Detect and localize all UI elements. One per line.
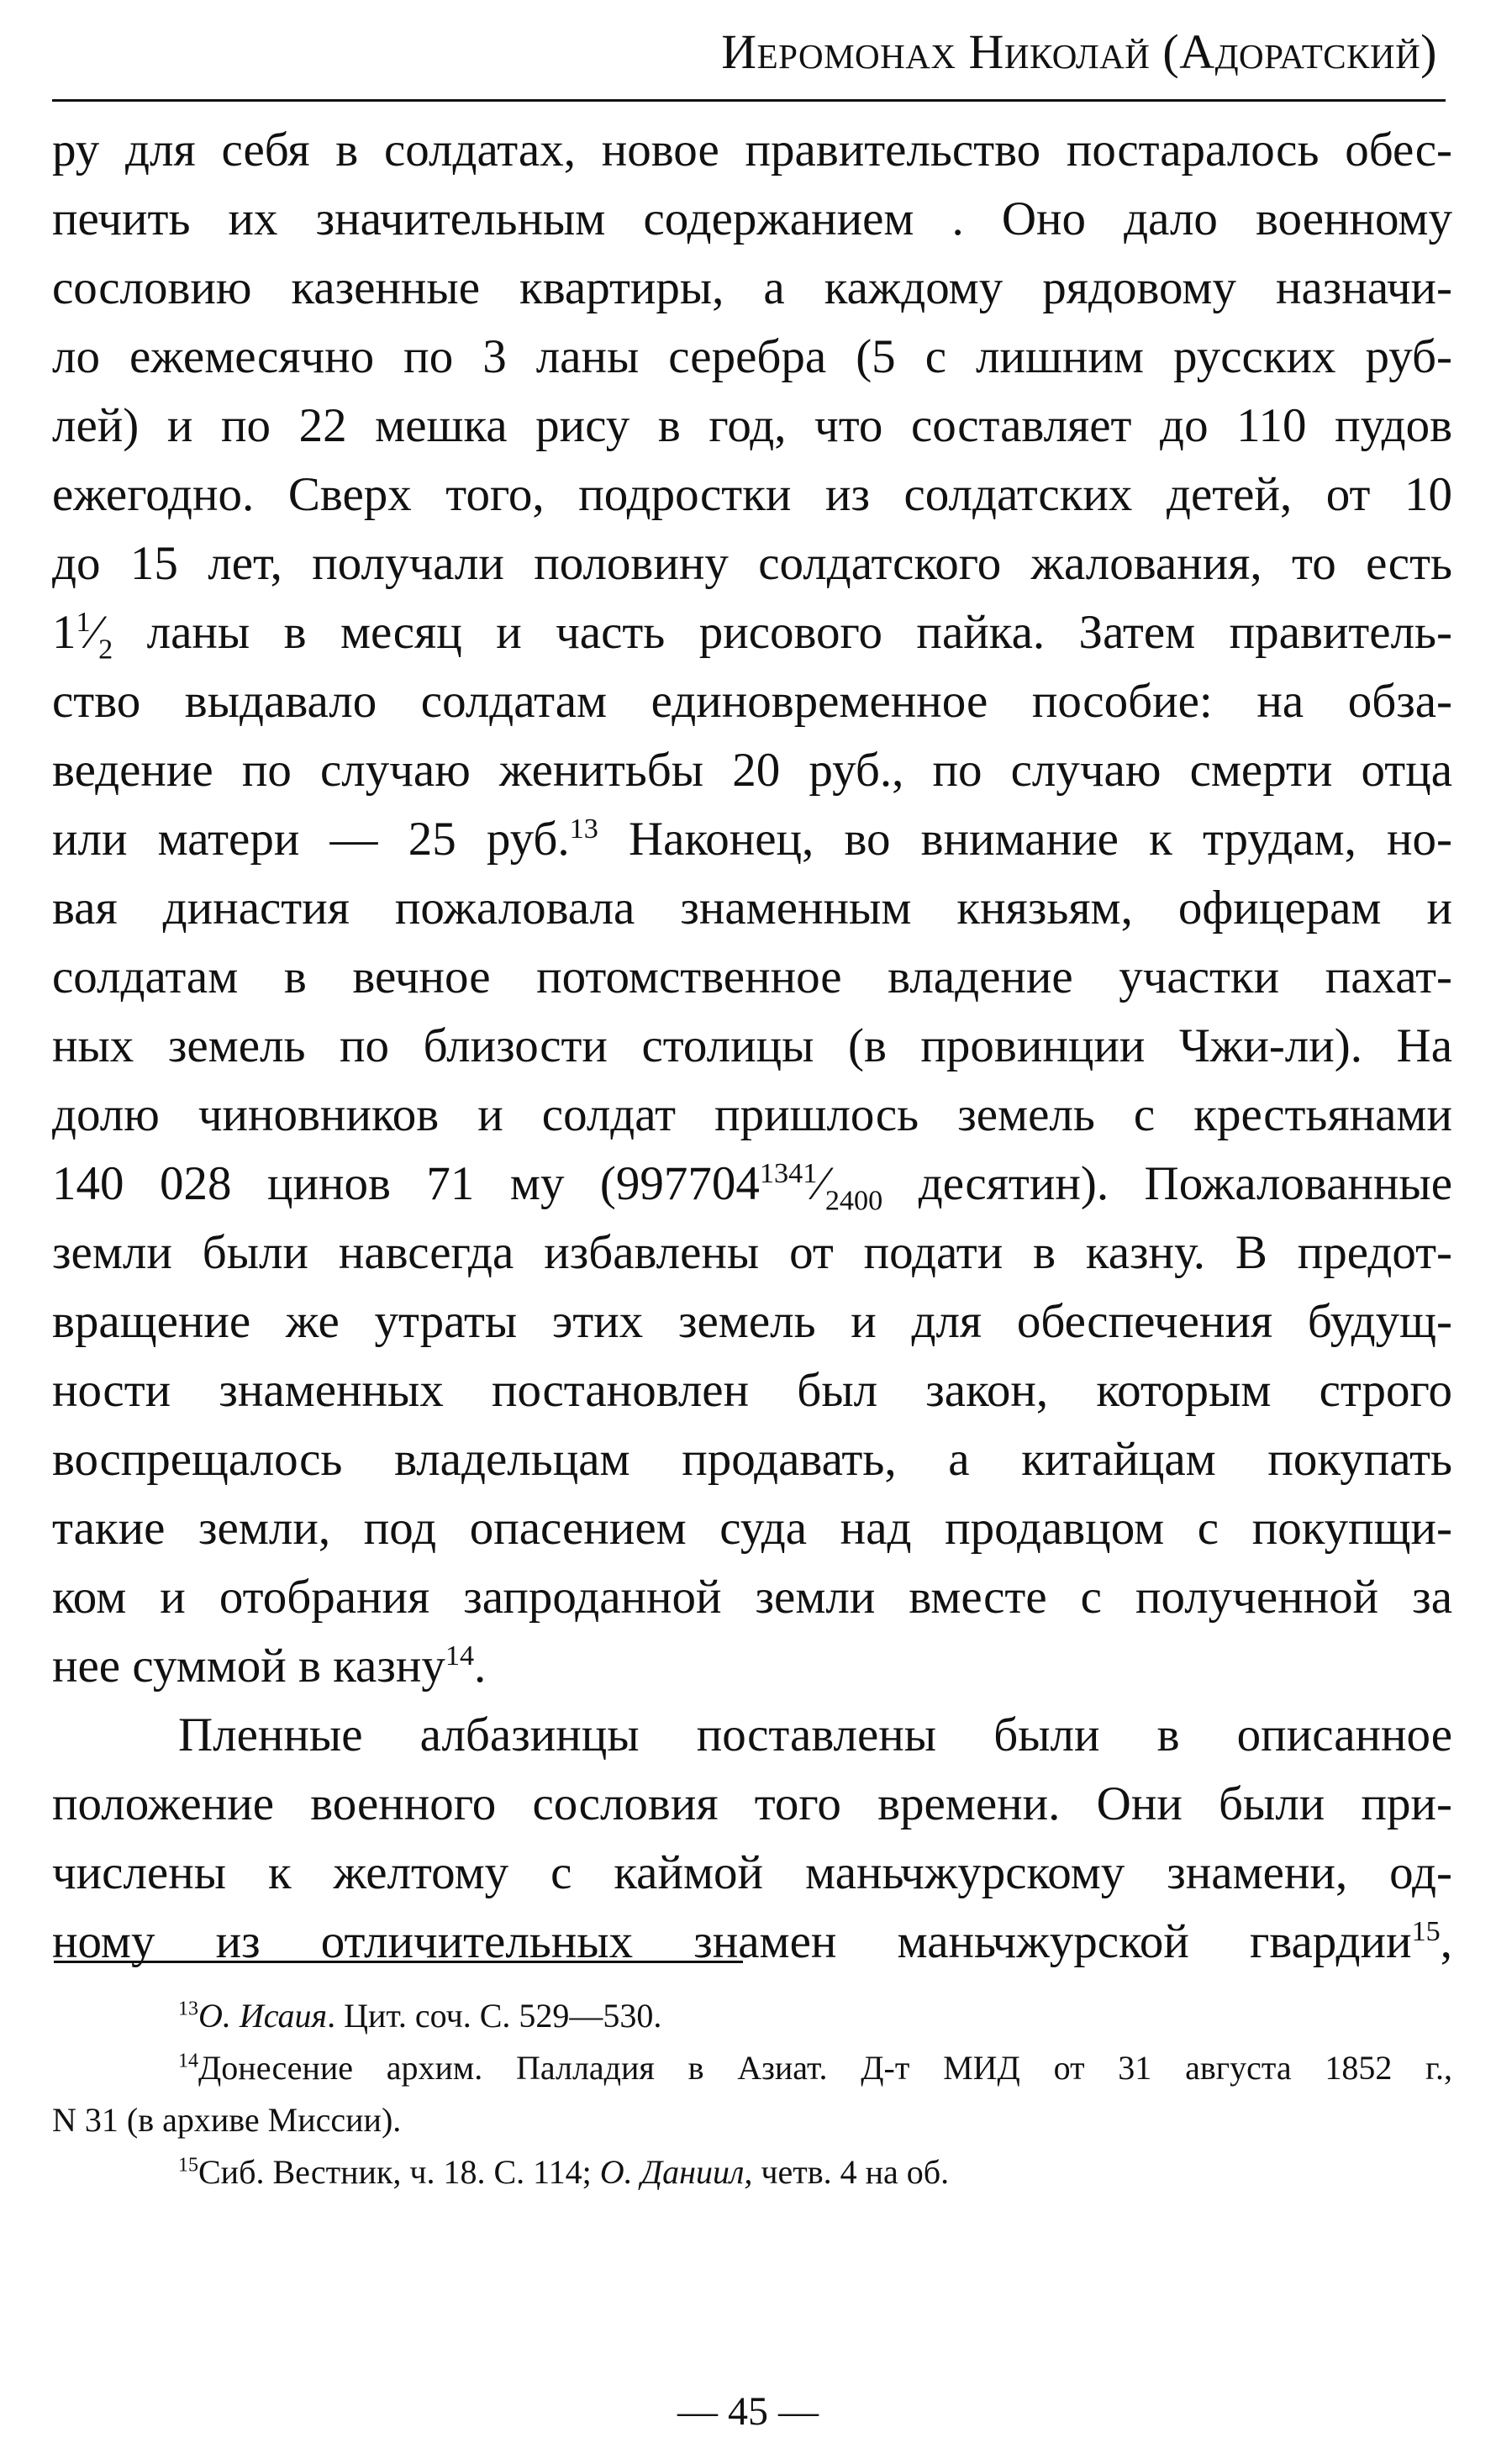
text-line: лей) и по 22 мешка рису в год, что составляет до 110 пудов xyxy=(52,399,1452,452)
footnote-separator xyxy=(54,1961,743,1963)
text-line-with-note: ному из отличительных знамен маньчжурской гвардии$^{15}$, xyxy=(52,1915,1452,1968)
text-line: положение военного сословия того времени. Они были при- xyxy=(52,1777,1452,1830)
fraction-numerator: 1341 xyxy=(759,1158,818,1189)
footnote-15: $^{15}$Сиб. Вестник, ч. 18. С. 114; О. Даниил, четв. 4 на об. xyxy=(178,2153,950,2191)
text-line: числены к желтому с каймой маньчжурскому знамени, од- xyxy=(52,1846,1452,1899)
text-line: ежегодно. Сверх того, подростки из солдатских детей, от 10 xyxy=(52,468,1452,521)
running-title: Иеромонах Николай (Адоратский) xyxy=(721,24,1437,79)
text-line-fraction: 140 028 цинов 71 му ($997704^{1341}⁄_{2400}$ десятин). Пожалованные xyxy=(52,1157,1452,1217)
text-line: земли были навсегда избавлены от подати в казну. В предот- xyxy=(52,1226,1452,1279)
footnote-ref-15: 15 xyxy=(1411,1916,1441,1947)
text-line: печить их значительным содержанием . Оно дало военному xyxy=(52,192,1452,245)
text-line: ру для себя в солдатах, новое правительство постаралось обес- xyxy=(52,124,1452,176)
footnote-ref-14: 14 xyxy=(445,1640,475,1672)
text-line: солдатам в вечное потомственное владение участки пахат- xyxy=(52,950,1452,1003)
header-rule xyxy=(52,99,1446,102)
text-line: сословию казенные квартиры, а каждому рядовому назначи- xyxy=(52,261,1452,314)
page-number: — 45 — xyxy=(677,2389,819,2434)
text-line-fraction: $1^1⁄_2$ ланы в месяц и часть рисового пайка. Затем правитель- xyxy=(52,606,1452,666)
text-line: ности знаменных постановлен был закон, которым строго xyxy=(52,1364,1452,1417)
text-line: ство выдавало солдатам единовременное пособие: на обза- xyxy=(52,675,1452,728)
text-line: воспрещалось владельцам продавать, а китайцам покупать xyxy=(52,1433,1452,1486)
text-line-with-note: или матери — 25 руб.$^{13}$ Наконец, во внимание к трудам, но- xyxy=(52,813,1452,866)
text-line: такие земли, под опасением суда над продавцом с покупщи- xyxy=(52,1502,1452,1555)
footnote-13: $^{13}$О. Исаия. Цит. соч. С. 529—530. xyxy=(178,1997,662,2035)
footnote-14: $^{14}$Донесение архим. Палладия в Азиат. Д-т МИД от 31 августа 1852 г., xyxy=(178,2049,1452,2087)
text-line: до 15 лет, получали половину солдатского жалования, то есть xyxy=(52,537,1452,590)
footnote-14-continued: N 31 (в архиве Миссии). xyxy=(52,2101,402,2139)
footnotes xyxy=(52,1990,1452,2198)
text-line: ведение по случаю женитьбы 20 руб., по случаю смерти отца xyxy=(52,744,1452,797)
text-line: ло ежемесячно по 3 ланы серебра (5 с лишним русских руб- xyxy=(52,330,1452,383)
text-line: ком и отобрания запроданной земли вместе с полученной за xyxy=(52,1571,1452,1624)
text-line: долю чиновников и солдат пришлось земель с крестьянами xyxy=(52,1088,1452,1141)
fraction-numerator: 1 xyxy=(76,607,91,638)
text-line: ных земель по близости столицы (в провинции Чжи-ли). На xyxy=(52,1019,1452,1072)
fraction-denominator: 2 xyxy=(98,634,113,666)
main-text xyxy=(52,116,1452,1977)
text-line-with-note: нее суммой в казну$^{14}$. xyxy=(52,1640,487,1693)
text-line: вращение же утраты этих земель и для обеспечения будущ- xyxy=(52,1295,1452,1348)
paragraph-start-line: Пленные албазинцы поставлены были в описанное xyxy=(178,1708,1452,1761)
fraction-denominator: 2400 xyxy=(824,1185,883,1217)
text-line: вая династия пожаловала знаменным князьям, офицерам и xyxy=(52,882,1452,935)
footnote-ref-13: 13 xyxy=(569,813,598,845)
